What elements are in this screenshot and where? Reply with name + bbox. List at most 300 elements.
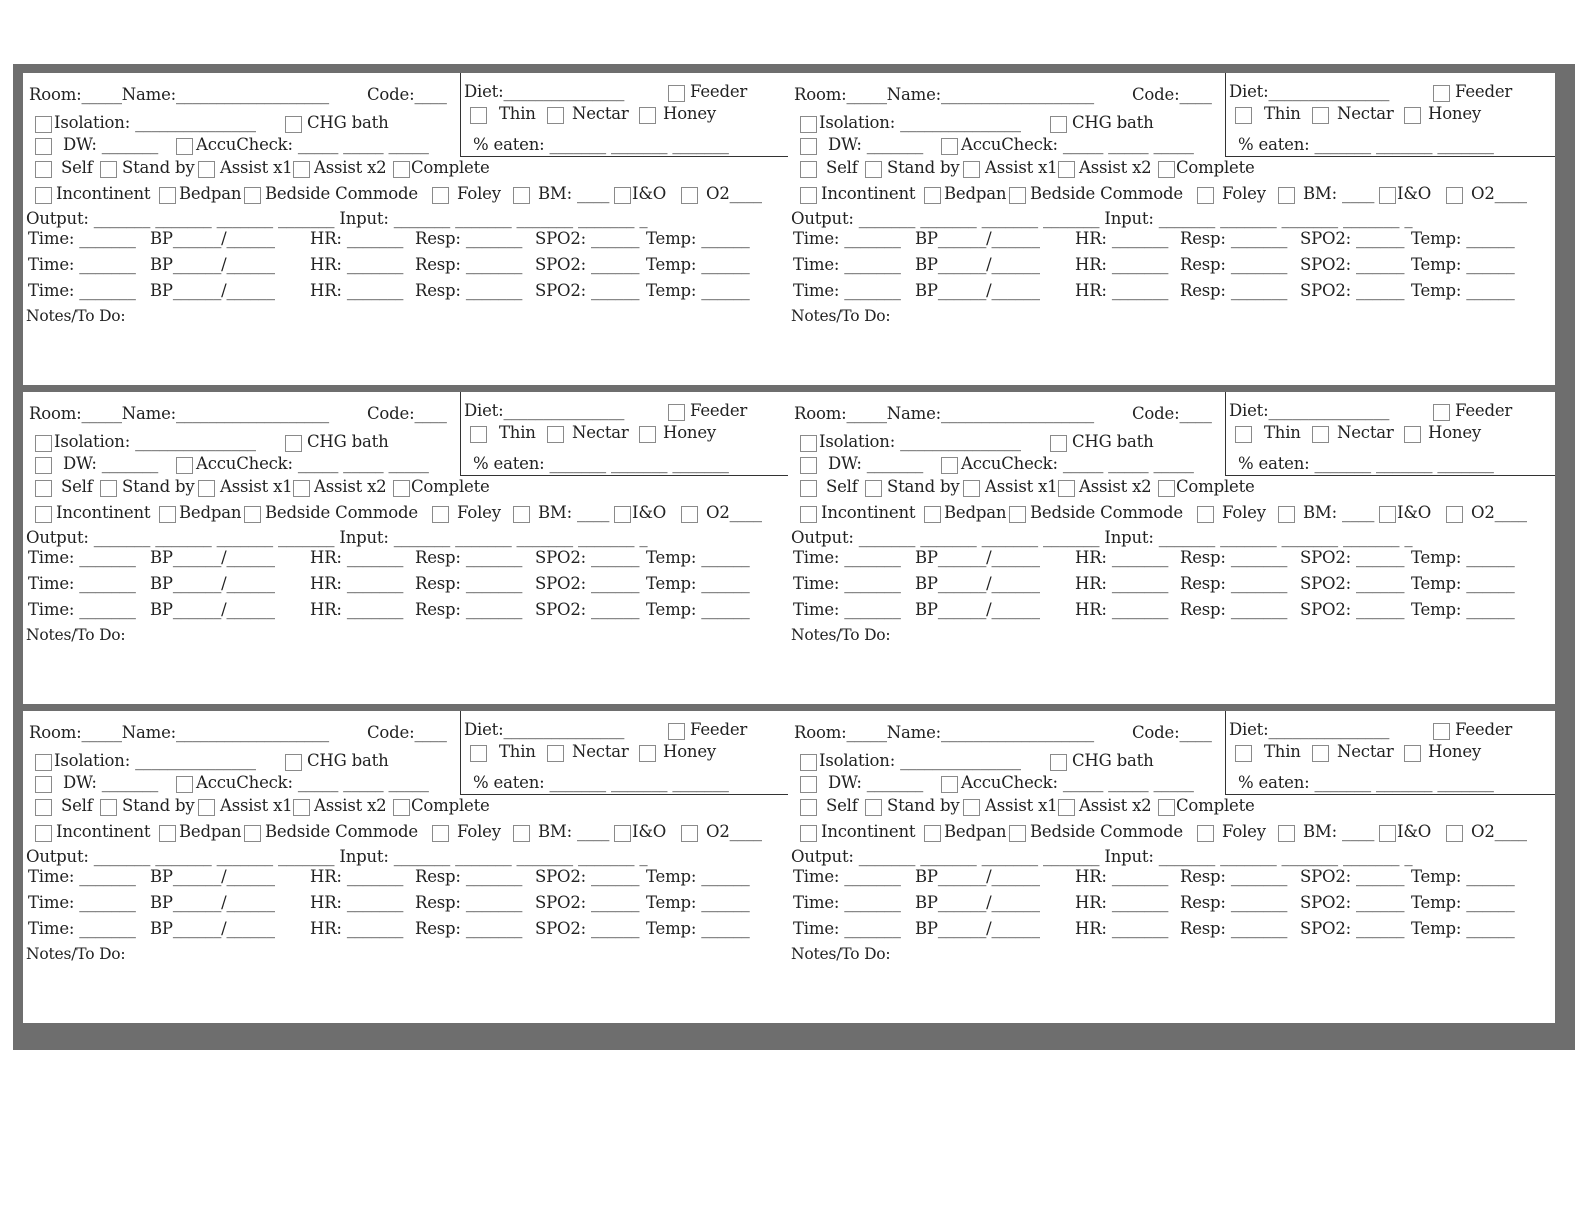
honey-checkbox[interactable]	[1404, 745, 1421, 762]
vitals-hr-1[interactable]: HR: _______	[310, 229, 404, 248]
code-field[interactable]: Code:____	[1132, 404, 1212, 423]
self-checkbox[interactable]	[35, 799, 52, 816]
diet-field[interactable]: Diet:_______________	[464, 720, 625, 739]
vitals-hr-3[interactable]: HR: _______	[1075, 281, 1169, 300]
vitals-resp-2[interactable]: Resp: _______	[1180, 255, 1288, 274]
vitals-bp-2[interactable]: BP______/______	[150, 574, 275, 593]
diet-field[interactable]: Diet:_______________	[464, 401, 625, 420]
diet-field[interactable]: Diet:_______________	[1229, 401, 1390, 420]
bm-field[interactable]: BM: ____	[1303, 184, 1375, 203]
complete-checkbox[interactable]	[393, 799, 410, 816]
isolation-field[interactable]: Isolation: _______________	[819, 751, 1021, 770]
incontinent-checkbox[interactable]	[35, 825, 52, 842]
vitals-bp-3[interactable]: BP______/______	[915, 281, 1040, 300]
accucheck-field[interactable]: AccuCheck: _____ _____ _____	[961, 454, 1194, 473]
assist-x2-checkbox[interactable]	[293, 161, 310, 178]
complete-checkbox[interactable]	[1158, 161, 1175, 178]
vitals-spo2-1[interactable]: SPO2: ______	[1300, 867, 1405, 886]
nectar-checkbox[interactable]	[547, 107, 564, 124]
vitals-bp-2[interactable]: BP______/______	[915, 574, 1040, 593]
assist-x1-checkbox[interactable]	[963, 799, 980, 816]
notes-area[interactable]	[791, 329, 1551, 381]
bedpan-checkbox[interactable]	[159, 825, 176, 842]
accucheck-checkbox[interactable]	[941, 776, 958, 793]
vitals-resp-2[interactable]: Resp: _______	[1180, 893, 1288, 912]
thin-checkbox[interactable]	[1235, 745, 1252, 762]
honey-checkbox[interactable]	[639, 107, 656, 124]
vitals-temp-1[interactable]: Temp: ______	[646, 548, 750, 567]
dw-field[interactable]: DW: _______	[828, 135, 924, 154]
dw-field[interactable]: DW: _______	[828, 773, 924, 792]
dw-field[interactable]: DW: _______	[63, 773, 159, 792]
vitals-temp-1[interactable]: Temp: ______	[646, 229, 750, 248]
vitals-bp-1[interactable]: BP______/______	[150, 867, 275, 886]
isolation-field[interactable]: Isolation: _______________	[54, 432, 256, 451]
output-input-field[interactable]: Output: _______ _______ _______ _______ Input: _______ _______ _______ _______ _	[791, 528, 1413, 547]
i-and-o-checkbox[interactable]	[614, 506, 631, 523]
room-name-field[interactable]: Room:_____Name:___________________	[794, 85, 1094, 104]
vitals-spo2-3[interactable]: SPO2: ______	[535, 919, 640, 938]
assist-x2-label: Assist x2	[1079, 477, 1152, 496]
foley-checkbox[interactable]	[432, 825, 449, 842]
feeder-checkbox[interactable]	[1433, 85, 1450, 102]
honey-checkbox[interactable]	[1404, 426, 1421, 443]
nectar-checkbox[interactable]	[1312, 426, 1329, 443]
assist-x2-checkbox[interactable]	[1058, 161, 1075, 178]
chg-bath-checkbox[interactable]	[285, 116, 302, 133]
o2-field[interactable]: O2____	[1471, 822, 1527, 841]
vitals-time-3[interactable]: Time: _______	[28, 919, 136, 938]
assist-x1-checkbox[interactable]	[198, 161, 215, 178]
vitals-spo2-1[interactable]: SPO2: ______	[1300, 229, 1405, 248]
dw-checkbox[interactable]	[800, 776, 817, 793]
isolation-field[interactable]: Isolation: _______________	[819, 432, 1021, 451]
chg-bath-checkbox[interactable]	[285, 435, 302, 452]
incontinent-checkbox[interactable]	[800, 825, 817, 842]
room-name-field[interactable]: Room:_____Name:___________________	[794, 723, 1094, 742]
feeder-checkbox[interactable]	[668, 404, 685, 421]
foley-checkbox[interactable]	[432, 187, 449, 204]
accucheck-checkbox[interactable]	[176, 457, 193, 474]
vitals-bp-1[interactable]: BP______/______	[915, 548, 1040, 567]
output-input-field[interactable]: Output: _______ _______ _______ _______ Input: _______ _______ _______ _______ _	[26, 209, 648, 228]
vitals-spo2-1[interactable]: SPO2: ______	[535, 867, 640, 886]
vitals-time-1[interactable]: Time: _______	[28, 229, 136, 248]
vitals-bp-3[interactable]: BP______/______	[915, 600, 1040, 619]
vitals-hr-1[interactable]: HR: _______	[1075, 229, 1169, 248]
room-name-field[interactable]: Room:_____Name:___________________	[29, 404, 329, 423]
notes-area[interactable]	[791, 967, 1551, 1019]
diet-field[interactable]: Diet:_______________	[1229, 82, 1390, 101]
bedside-commode-checkbox[interactable]	[1009, 506, 1026, 523]
vitals-bp-3[interactable]: BP______/______	[150, 281, 275, 300]
o2-field[interactable]: O2____	[1471, 184, 1527, 203]
vitals-resp-3[interactable]: Resp: _______	[1180, 600, 1288, 619]
isolation-checkbox[interactable]	[35, 435, 52, 452]
vitals-time-1[interactable]: Time: _______	[28, 548, 136, 567]
vitals-resp-1[interactable]: Resp: _______	[1180, 867, 1288, 886]
bm-checkbox[interactable]	[1278, 187, 1295, 204]
o2-field[interactable]: O2____	[706, 184, 762, 203]
vitals-time-2[interactable]: Time: _______	[793, 574, 901, 593]
vitals-time-3[interactable]: Time: _______	[793, 600, 901, 619]
vitals-spo2-3[interactable]: SPO2: ______	[535, 600, 640, 619]
stand-by-checkbox[interactable]	[865, 161, 882, 178]
stand-by-checkbox[interactable]	[100, 480, 117, 497]
bedside-commode-checkbox[interactable]	[244, 506, 261, 523]
vitals-spo2-2[interactable]: SPO2: ______	[535, 574, 640, 593]
bm-field[interactable]: BM: ____	[1303, 503, 1375, 522]
i-and-o-checkbox[interactable]	[614, 825, 631, 842]
vitals-time-2[interactable]: Time: _______	[28, 574, 136, 593]
vitals-hr-2[interactable]: HR: _______	[310, 255, 404, 274]
vitals-time-1[interactable]: Time: _______	[793, 867, 901, 886]
vitals-spo2-2[interactable]: SPO2: ______	[535, 255, 640, 274]
diet-field[interactable]: Diet:_______________	[464, 82, 625, 101]
output-input-field[interactable]: Output: _______ _______ _______ _______ Input: _______ _______ _______ _______ _	[26, 847, 648, 866]
accucheck-field[interactable]: AccuCheck: _____ _____ _____	[196, 773, 429, 792]
stand-by-checkbox[interactable]	[865, 799, 882, 816]
accucheck-checkbox[interactable]	[176, 776, 193, 793]
vitals-spo2-2[interactable]: SPO2: ______	[1300, 255, 1405, 274]
feeder-checkbox[interactable]	[1433, 723, 1450, 740]
vitals-bp-2[interactable]: BP______/______	[150, 893, 275, 912]
accucheck-field[interactable]: AccuCheck: _____ _____ _____	[961, 135, 1194, 154]
vitals-temp-2[interactable]: Temp: ______	[646, 255, 750, 274]
chg-bath-checkbox[interactable]	[1050, 116, 1067, 133]
foley-label: Foley	[457, 822, 501, 841]
i-and-o-checkbox[interactable]	[1379, 187, 1396, 204]
vitals-temp-3[interactable]: Temp: ______	[1411, 600, 1515, 619]
honey-checkbox[interactable]	[1404, 107, 1421, 124]
stand-by-checkbox[interactable]	[100, 161, 117, 178]
vitals-hr-3[interactable]: HR: _______	[310, 281, 404, 300]
vitals-spo2-1[interactable]: SPO2: ______	[1300, 548, 1405, 567]
nectar-label: Nectar	[572, 742, 629, 761]
vitals-hr-1[interactable]: HR: _______	[1075, 548, 1169, 567]
bedpan-checkbox[interactable]	[159, 506, 176, 523]
bedside-commode-checkbox[interactable]	[244, 187, 261, 204]
assist-x2-checkbox[interactable]	[1058, 480, 1075, 497]
incontinent-checkbox[interactable]	[35, 506, 52, 523]
bm-field[interactable]: BM: ____	[538, 184, 610, 203]
feeder-checkbox[interactable]	[1433, 404, 1450, 421]
bm-checkbox[interactable]	[1278, 825, 1295, 842]
self-checkbox[interactable]	[35, 161, 52, 178]
vitals-bp-3[interactable]: BP______/______	[150, 600, 275, 619]
chg-bath-label: CHG bath	[1072, 432, 1154, 451]
vitals-spo2-2[interactable]: SPO2: ______	[1300, 574, 1405, 593]
isolation-checkbox[interactable]	[800, 435, 817, 452]
isolation-checkbox[interactable]	[35, 116, 52, 133]
vitals-hr-2[interactable]: HR: _______	[1075, 255, 1169, 274]
diet-field[interactable]: Diet:_______________	[1229, 720, 1390, 739]
assist-x1-checkbox[interactable]	[198, 480, 215, 497]
accucheck-checkbox[interactable]	[941, 138, 958, 155]
dw-field[interactable]: DW: _______	[63, 454, 159, 473]
o2-field[interactable]: O2____	[1471, 503, 1527, 522]
o2-checkbox[interactable]	[1446, 506, 1463, 523]
bm-checkbox[interactable]	[1278, 506, 1295, 523]
foley-checkbox[interactable]	[432, 506, 449, 523]
vitals-temp-2[interactable]: Temp: ______	[1411, 255, 1515, 274]
chg-bath-checkbox[interactable]	[1050, 754, 1067, 771]
vitals-hr-2[interactable]: HR: _______	[1075, 574, 1169, 593]
vitals-temp-1[interactable]: Temp: ______	[646, 867, 750, 886]
dw-checkbox[interactable]	[35, 457, 52, 474]
vitals-time-3[interactable]: Time: _______	[793, 281, 901, 300]
output-input-field[interactable]: Output: _______ _______ _______ _______ Input: _______ _______ _______ _______ _	[791, 209, 1413, 228]
output-input-field[interactable]: Output: _______ _______ _______ _______ Input: _______ _______ _______ _______ _	[26, 528, 648, 547]
accucheck-field[interactable]: AccuCheck: _____ _____ _____	[196, 135, 429, 154]
foley-checkbox[interactable]	[1197, 187, 1214, 204]
incontinent-checkbox[interactable]	[800, 187, 817, 204]
accucheck-checkbox[interactable]	[941, 457, 958, 474]
vitals-bp-1[interactable]: BP______/______	[150, 548, 275, 567]
room-name-field[interactable]: Room:_____Name:___________________	[794, 404, 1094, 423]
dw-checkbox[interactable]	[800, 457, 817, 474]
thin-checkbox[interactable]	[1235, 426, 1252, 443]
vitals-temp-1[interactable]: Temp: ______	[1411, 548, 1515, 567]
vitals-temp-2[interactable]: Temp: ______	[1411, 893, 1515, 912]
stand-by-checkbox[interactable]	[865, 480, 882, 497]
assist-x2-checkbox[interactable]	[293, 799, 310, 816]
vitals-resp-2[interactable]: Resp: _______	[415, 255, 523, 274]
patient-report-card-4	[788, 392, 1555, 704]
honey-checkbox[interactable]	[639, 745, 656, 762]
i-and-o-checkbox[interactable]	[1379, 506, 1396, 523]
vitals-resp-3[interactable]: Resp: _______	[415, 600, 523, 619]
thin-checkbox[interactable]	[470, 107, 487, 124]
bm-checkbox[interactable]	[513, 187, 530, 204]
vitals-temp-1[interactable]: Temp: ______	[1411, 229, 1515, 248]
honey-checkbox[interactable]	[639, 426, 656, 443]
isolation-checkbox[interactable]	[35, 754, 52, 771]
vitals-temp-3[interactable]: Temp: ______	[646, 919, 750, 938]
vitals-temp-1[interactable]: Temp: ______	[1411, 867, 1515, 886]
vitals-hr-3[interactable]: HR: _______	[310, 919, 404, 938]
vitals-spo2-1[interactable]: SPO2: ______	[535, 548, 640, 567]
output-input-field[interactable]: Output: _______ _______ _______ _______ Input: _______ _______ _______ _______ _	[791, 847, 1413, 866]
bm-field[interactable]: BM: ____	[538, 503, 610, 522]
nectar-checkbox[interactable]	[547, 426, 564, 443]
vitals-resp-1[interactable]: Resp: _______	[1180, 548, 1288, 567]
vitals-hr-3[interactable]: HR: _______	[310, 600, 404, 619]
vitals-spo2-3[interactable]: SPO2: ______	[1300, 919, 1405, 938]
bedside-commode-checkbox[interactable]	[1009, 825, 1026, 842]
vitals-resp-3[interactable]: Resp: _______	[1180, 919, 1288, 938]
bedside-commode-checkbox[interactable]	[1009, 187, 1026, 204]
assist-x2-checkbox[interactable]	[1058, 799, 1075, 816]
percent-eaten-field[interactable]: % eaten: _______ _______ _______	[473, 773, 729, 792]
percent-eaten-field[interactable]: % eaten: _______ _______ _______	[1238, 135, 1494, 154]
vitals-temp-3[interactable]: Temp: ______	[646, 600, 750, 619]
vitals-bp-2[interactable]: BP______/______	[915, 255, 1040, 274]
vitals-temp-3[interactable]: Temp: ______	[1411, 281, 1515, 300]
vitals-time-1[interactable]: Time: _______	[793, 548, 901, 567]
stand-by-checkbox[interactable]	[100, 799, 117, 816]
assist-x1-checkbox[interactable]	[963, 480, 980, 497]
bedpan-checkbox[interactable]	[159, 187, 176, 204]
vitals-hr-1[interactable]: HR: _______	[310, 548, 404, 567]
vitals-temp-2[interactable]: Temp: ______	[646, 893, 750, 912]
vitals-time-2[interactable]: Time: _______	[28, 255, 136, 274]
bedpan-checkbox[interactable]	[924, 187, 941, 204]
complete-checkbox[interactable]	[1158, 480, 1175, 497]
vitals-time-2[interactable]: Time: _______	[793, 893, 901, 912]
room-name-field[interactable]: Room:_____Name:___________________	[29, 85, 329, 104]
vitals-resp-1[interactable]: Resp: _______	[415, 229, 523, 248]
complete-checkbox[interactable]	[393, 480, 410, 497]
vitals-spo2-3[interactable]: SPO2: ______	[535, 281, 640, 300]
vitals-time-3[interactable]: Time: _______	[28, 281, 136, 300]
thin-checkbox[interactable]	[470, 426, 487, 443]
o2-checkbox[interactable]	[681, 825, 698, 842]
vitals-hr-1[interactable]: HR: _______	[310, 867, 404, 886]
assist-x1-checkbox[interactable]	[198, 799, 215, 816]
vitals-bp-1[interactable]: BP______/______	[915, 229, 1040, 248]
complete-checkbox[interactable]	[1158, 799, 1175, 816]
thin-checkbox[interactable]	[1235, 107, 1252, 124]
vitals-temp-3[interactable]: Temp: ______	[1411, 919, 1515, 938]
o2-checkbox[interactable]	[681, 506, 698, 523]
feeder-checkbox[interactable]	[668, 723, 685, 740]
bm-field[interactable]: BM: ____	[1303, 822, 1375, 841]
percent-eaten-field[interactable]: % eaten: _______ _______ _______	[1238, 454, 1494, 473]
vitals-resp-3[interactable]: Resp: _______	[1180, 281, 1288, 300]
thin-checkbox[interactable]	[470, 745, 487, 762]
isolation-field[interactable]: Isolation: _______________	[54, 113, 256, 132]
bedside-commode-checkbox[interactable]	[244, 825, 261, 842]
notes-area[interactable]	[791, 648, 1551, 700]
o2-field[interactable]: O2____	[706, 503, 762, 522]
vitals-spo2-2[interactable]: SPO2: ______	[535, 893, 640, 912]
notes-area[interactable]	[26, 967, 786, 1019]
vitals-spo2-3[interactable]: SPO2: ______	[1300, 600, 1405, 619]
vitals-time-2[interactable]: Time: _______	[793, 255, 901, 274]
assist-x1-label: Assist x1	[220, 796, 293, 815]
vitals-time-1[interactable]: Time: _______	[793, 229, 901, 248]
isolation-checkbox[interactable]	[800, 754, 817, 771]
code-field[interactable]: Code:____	[1132, 85, 1212, 104]
vitals-resp-1[interactable]: Resp: _______	[415, 867, 523, 886]
complete-checkbox[interactable]	[393, 161, 410, 178]
self-checkbox[interactable]	[800, 161, 817, 178]
accucheck-field[interactable]: AccuCheck: _____ _____ _____	[196, 454, 429, 473]
vitals-hr-3[interactable]: HR: _______	[1075, 919, 1169, 938]
incontinent-checkbox[interactable]	[35, 187, 52, 204]
nectar-checkbox[interactable]	[1312, 745, 1329, 762]
bm-checkbox[interactable]	[513, 825, 530, 842]
vitals-hr-1[interactable]: HR: _______	[1075, 867, 1169, 886]
vitals-resp-1[interactable]: Resp: _______	[1180, 229, 1288, 248]
foley-checkbox[interactable]	[1197, 506, 1214, 523]
notes-area[interactable]	[26, 648, 786, 700]
vitals-hr-3[interactable]: HR: _______	[1075, 600, 1169, 619]
accucheck-field[interactable]: AccuCheck: _____ _____ _____	[961, 773, 1194, 792]
room-name-field[interactable]: Room:_____Name:___________________	[29, 723, 329, 742]
vitals-temp-2[interactable]: Temp: ______	[1411, 574, 1515, 593]
o2-checkbox[interactable]	[681, 187, 698, 204]
accucheck-checkbox[interactable]	[176, 138, 193, 155]
vitals-bp-2[interactable]: BP______/______	[915, 893, 1040, 912]
self-checkbox[interactable]	[800, 799, 817, 816]
percent-eaten-field[interactable]: % eaten: _______ _______ _______	[1238, 773, 1494, 792]
vitals-resp-1[interactable]: Resp: _______	[415, 548, 523, 567]
percent-eaten-field[interactable]: % eaten: _______ _______ _______	[473, 454, 729, 473]
bm-checkbox[interactable]	[513, 506, 530, 523]
vitals-bp-1[interactable]: BP______/______	[915, 867, 1040, 886]
vitals-hr-2[interactable]: HR: _______	[1075, 893, 1169, 912]
vitals-hr-2[interactable]: HR: _______	[310, 574, 404, 593]
incontinent-checkbox[interactable]	[800, 506, 817, 523]
assist-x1-checkbox[interactable]	[963, 161, 980, 178]
dw-checkbox[interactable]	[35, 138, 52, 155]
vitals-time-3[interactable]: Time: _______	[28, 600, 136, 619]
vitals-spo2-1[interactable]: SPO2: ______	[535, 229, 640, 248]
vitals-spo2-3[interactable]: SPO2: ______	[1300, 281, 1405, 300]
bm-field[interactable]: BM: ____	[538, 822, 610, 841]
vitals-temp-2[interactable]: Temp: ______	[646, 574, 750, 593]
bedpan-checkbox[interactable]	[924, 825, 941, 842]
vitals-time-1[interactable]: Time: _______	[28, 867, 136, 886]
o2-checkbox[interactable]	[1446, 187, 1463, 204]
vitals-temp-3[interactable]: Temp: ______	[646, 281, 750, 300]
code-field[interactable]: Code:____	[367, 85, 447, 104]
i-and-o-checkbox[interactable]	[614, 187, 631, 204]
notes-area[interactable]	[26, 329, 786, 381]
vitals-resp-3[interactable]: Resp: _______	[415, 919, 523, 938]
vitals-resp-2[interactable]: Resp: _______	[1180, 574, 1288, 593]
dw-field[interactable]: DW: _______	[63, 135, 159, 154]
foley-checkbox[interactable]	[1197, 825, 1214, 842]
vitals-resp-3[interactable]: Resp: _______	[415, 281, 523, 300]
self-checkbox[interactable]	[35, 480, 52, 497]
o2-field[interactable]: O2____	[706, 822, 762, 841]
self-checkbox[interactable]	[800, 480, 817, 497]
isolation-checkbox[interactable]	[800, 116, 817, 133]
vitals-time-2[interactable]: Time: _______	[28, 893, 136, 912]
nectar-checkbox[interactable]	[1312, 107, 1329, 124]
vitals-hr-2[interactable]: HR: _______	[310, 893, 404, 912]
isolation-field[interactable]: Isolation: _______________	[54, 751, 256, 770]
code-field[interactable]: Code:____	[367, 404, 447, 423]
dw-checkbox[interactable]	[35, 776, 52, 793]
vitals-time-3[interactable]: Time: _______	[793, 919, 901, 938]
dw-checkbox[interactable]	[800, 138, 817, 155]
vitals-resp-2[interactable]: Resp: _______	[415, 893, 523, 912]
vitals-bp-1[interactable]: BP______/______	[150, 229, 275, 248]
bedpan-checkbox[interactable]	[924, 506, 941, 523]
i-and-o-checkbox[interactable]	[1379, 825, 1396, 842]
percent-eaten-field[interactable]: % eaten: _______ _______ _______	[473, 135, 729, 154]
isolation-field[interactable]: Isolation: _______________	[819, 113, 1021, 132]
dw-field[interactable]: DW: _______	[828, 454, 924, 473]
vitals-bp-2[interactable]: BP______/______	[150, 255, 275, 274]
nectar-checkbox[interactable]	[547, 745, 564, 762]
code-field[interactable]: Code:____	[367, 723, 447, 742]
code-field[interactable]: Code:____	[1132, 723, 1212, 742]
vitals-resp-2[interactable]: Resp: _______	[415, 574, 523, 593]
assist-x2-checkbox[interactable]	[293, 480, 310, 497]
vitals-spo2-2[interactable]: SPO2: ______	[1300, 893, 1405, 912]
feeder-checkbox[interactable]	[668, 85, 685, 102]
o2-checkbox[interactable]	[1446, 825, 1463, 842]
vitals-bp-3[interactable]: BP______/______	[150, 919, 275, 938]
chg-bath-checkbox[interactable]	[1050, 435, 1067, 452]
chg-bath-checkbox[interactable]	[285, 754, 302, 771]
vitals-bp-3[interactable]: BP______/______	[915, 919, 1040, 938]
